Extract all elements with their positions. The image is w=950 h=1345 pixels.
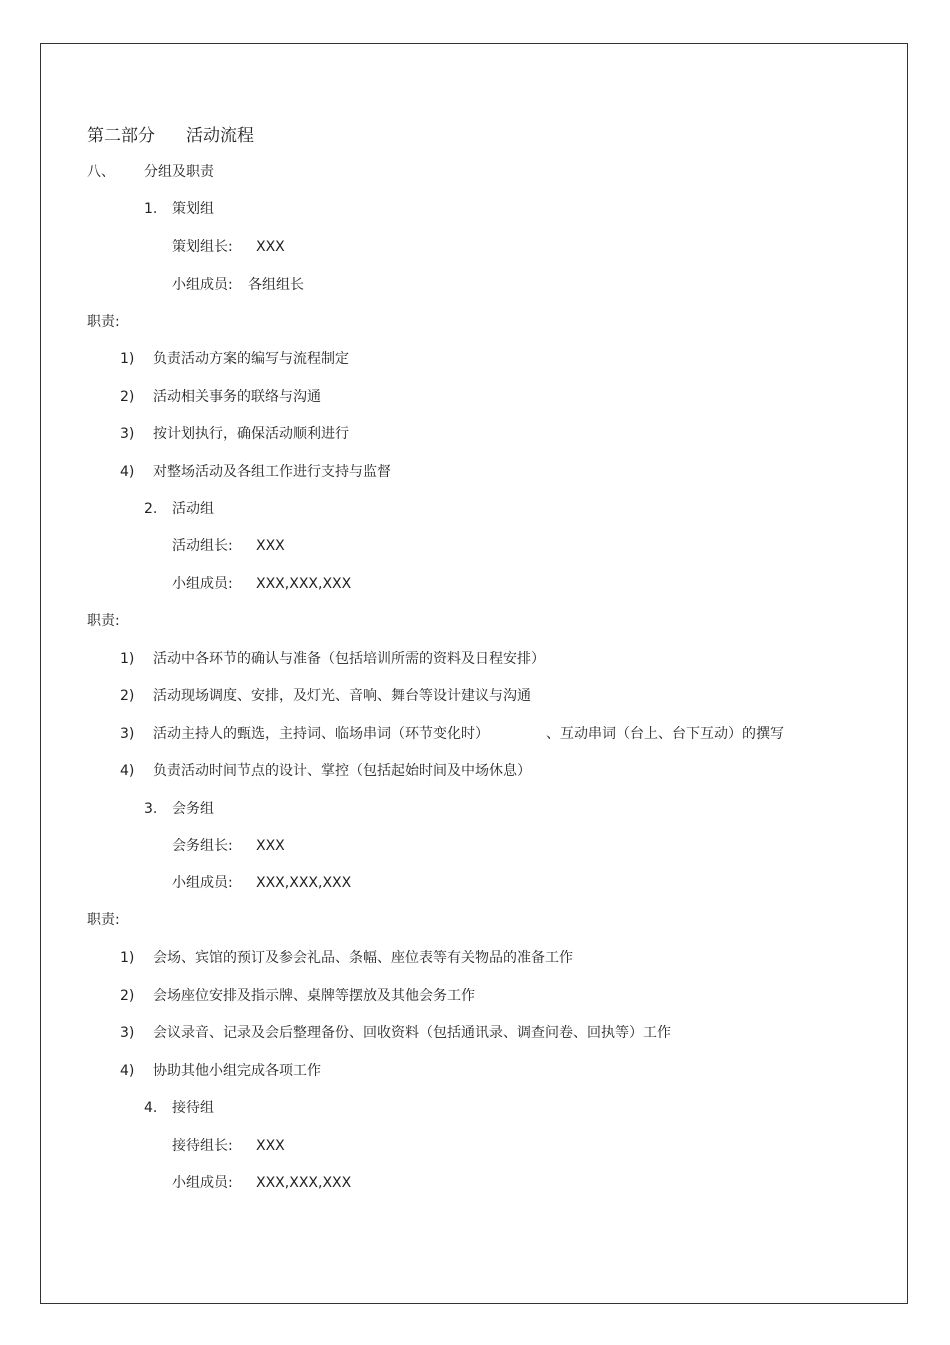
duty-number: 2) [120, 389, 135, 405]
duty-item: 对整场活动及各组工作进行支持与监督 [153, 464, 391, 480]
leader-label: 接待组长: [172, 1138, 233, 1154]
duty-number: 1) [120, 351, 135, 367]
duty-number: 2) [120, 988, 135, 1004]
page-border [40, 43, 908, 1304]
duty-item: 协助其他小组完成各项工作 [153, 1063, 321, 1079]
members-label: 小组成员: [172, 576, 233, 592]
members-label: 小组成员: [172, 277, 233, 293]
duty-number: 3) [120, 426, 135, 442]
leader-label: 策划组长: [172, 239, 233, 255]
group-number: 4. [144, 1100, 158, 1116]
group-number: 3. [144, 801, 158, 817]
duty-number: 1) [120, 950, 135, 966]
duty-item: 会场、宾馆的预订及参会礼品、条幅、座位表等有关物品的准备工作 [153, 950, 573, 966]
duty-item: 会场座位安排及指示牌、桌牌等摆放及其他会务工作 [153, 988, 475, 1004]
duty-item: 活动相关事务的联络与沟通 [153, 389, 321, 405]
group-name: 活动组 [172, 501, 214, 517]
duty-item: 负责活动时间节点的设计、掌控（包括起始时间及中场休息） [153, 763, 531, 779]
group-name: 策划组 [172, 201, 214, 217]
leader-value: XXX [256, 239, 285, 255]
group-name: 会务组 [172, 801, 214, 817]
duty-number: 3) [120, 726, 135, 742]
duty-item: 会议录音、记录及会后整理备份、回收资料（包括通讯录、调查问卷、回执等）工作 [153, 1025, 671, 1041]
duty-number: 1) [120, 651, 135, 667]
members-label: 小组成员: [172, 875, 233, 891]
duty-item: 活动主持人的甄选，主持词、临场串词（环节变化时） [153, 726, 489, 742]
duty-item: 负责活动方案的编写与流程制定 [153, 351, 349, 367]
duty-number: 3) [120, 1025, 135, 1041]
members-value: XXX,XXX,XXX [256, 875, 352, 891]
duty-label: 职责: [87, 314, 120, 330]
section-number: 八、 [87, 164, 115, 180]
members-value: XXX,XXX,XXX [256, 576, 352, 592]
duty-label: 职责: [87, 613, 120, 629]
duty-number: 4) [120, 1063, 135, 1079]
part-title: 第二部分 [87, 126, 155, 146]
group-number: 1. [144, 201, 158, 217]
leader-label: 活动组长: [172, 538, 233, 554]
duty-label: 职责: [87, 912, 120, 928]
group-name: 接待组 [172, 1100, 214, 1116]
members-label: 小组成员: [172, 1175, 233, 1191]
duty-number: 4) [120, 763, 135, 779]
duty-item: 活动现场调度、安排，及灯光、音响、舞台等设计建议与沟通 [153, 688, 531, 704]
section-title: 分组及职责 [144, 164, 214, 180]
leader-value: XXX [256, 538, 285, 554]
members-value: XXX,XXX,XXX [256, 1175, 352, 1191]
members-value: 各组组长 [248, 277, 304, 293]
group-number: 2. [144, 501, 158, 517]
duty-number: 2) [120, 688, 135, 704]
duty-item: 活动中各环节的确认与准备（包括培训所需的资料及日程安排） [153, 651, 545, 667]
leader-label: 会务组长: [172, 838, 233, 854]
leader-value: XXX [256, 838, 285, 854]
part-subtitle: 活动流程 [186, 126, 254, 146]
leader-value: XXX [256, 1138, 285, 1154]
duty-item: 按计划执行，确保活动顺利进行 [153, 426, 349, 442]
duty-item-continuation: 、互动串词（台上、台下互动）的撰写 [546, 726, 784, 742]
duty-number: 4) [120, 464, 135, 480]
